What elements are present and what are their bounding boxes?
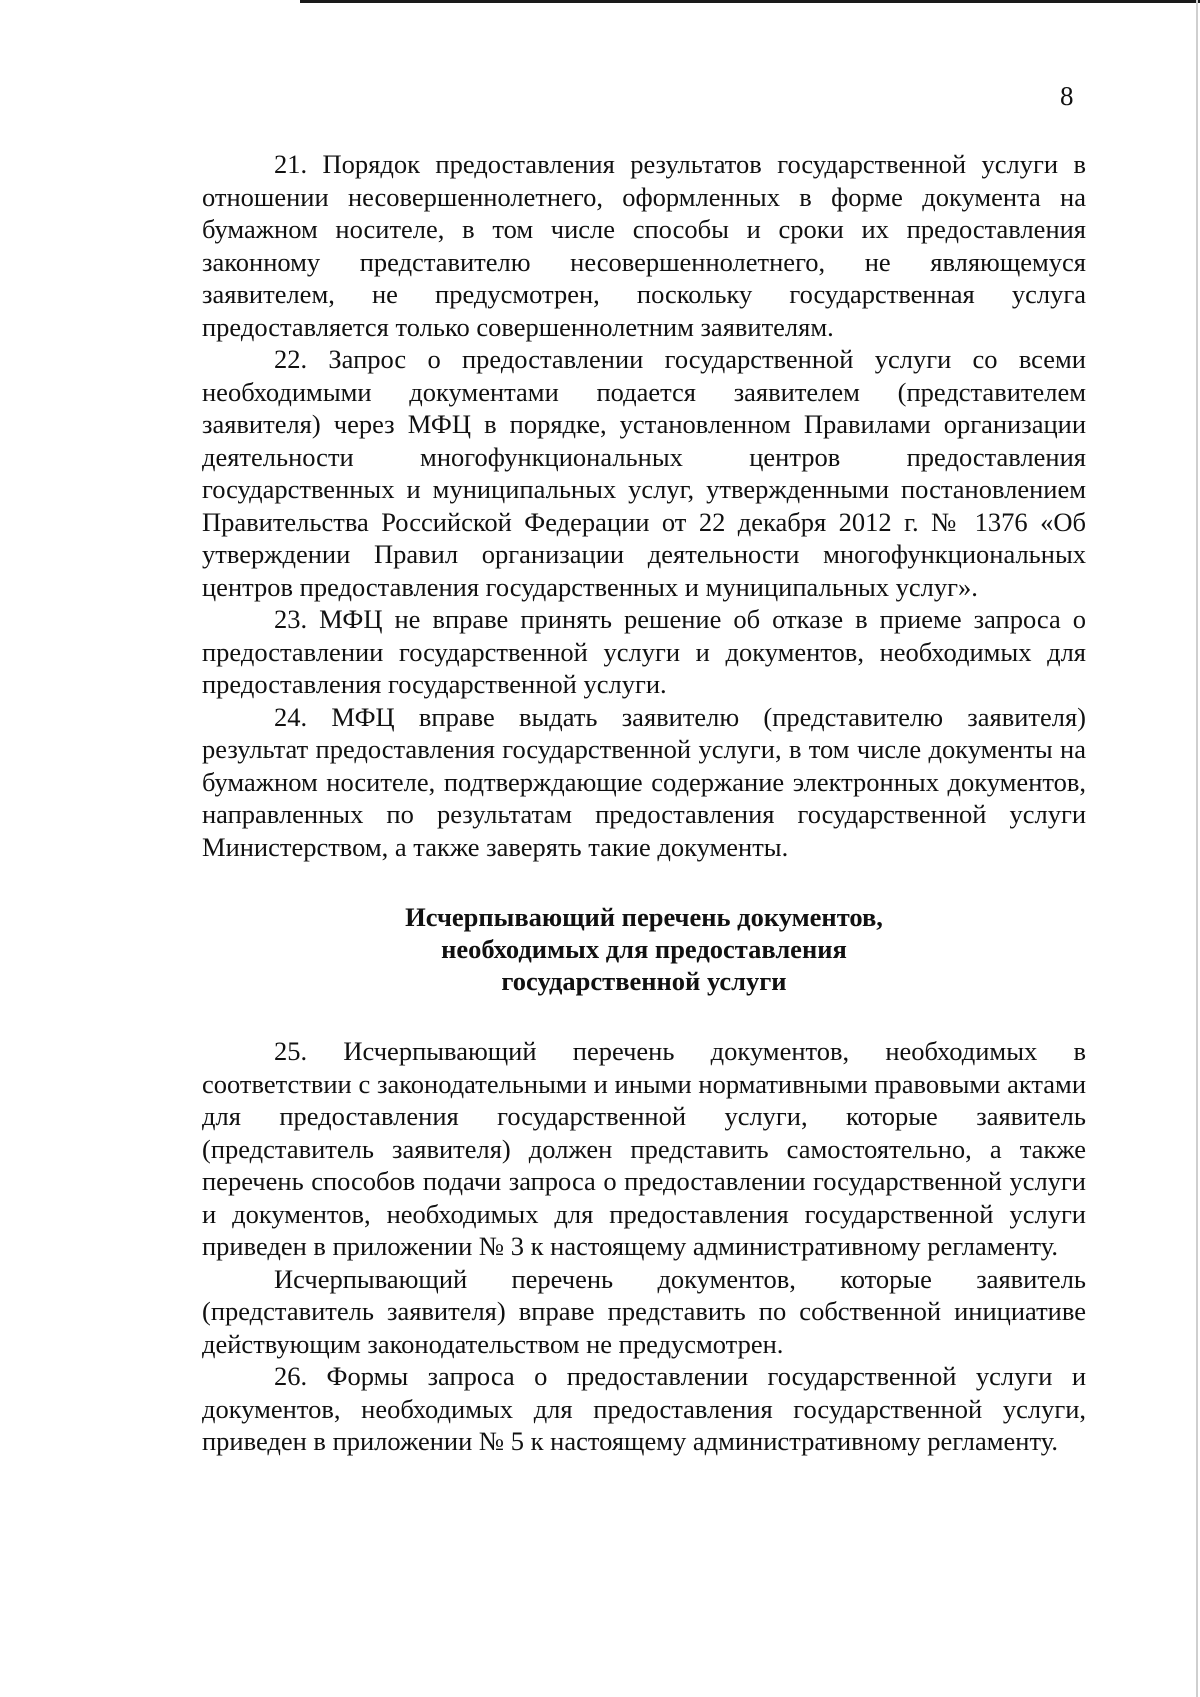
section-heading-line-2: необходимых для предоставления: [441, 934, 847, 964]
scan-edge-right: [1196, 0, 1198, 1697]
section-heading-line-3: государственной услуги: [501, 966, 787, 996]
paragraph-22: 22. Запрос о предоставлении государственной услуги со всеми необходимыми документами подается заявителем (представителем заявителя) через МФЦ в порядке, установленном Правилами организации деятельности многофункциональных центров предоставления государственных и муниципальных услуг, утвержденными постановлением Правительства Российской Федерации от 22 декабря 2012 г. № 1376 «Об утверждении Правил организации деятельности многофункциональных центров предоставления государственных и муниципальных услуг».: [202, 344, 1086, 602]
document-body: [202, 148, 1086, 1458]
paragraph-23: 23. МФЦ не вправе принять решение об отказе в приеме запроса о предоставлении государственной услуги и документов, необходимых для предоставления государственной услуги.: [202, 604, 1086, 699]
paragraph-24: 24. МФЦ вправе выдать заявителю (представителю заявителя) результат предоставления государственной услуги, в том числе документы на бумажном носителе, подтверждающие содержание электронных документов, направленных по результатам предоставления государственной услуги Министерством, а также заверять такие документы.: [202, 701, 1086, 862]
section-heading-line-1: Исчерпывающий перечень документов,: [405, 902, 883, 932]
paragraph-25-continued: Исчерпывающий перечень документов, которые заявитель (представитель заявителя) вправе представить по собственной инициативе действующим законодательством не предусмотрен.: [202, 1263, 1086, 1359]
paragraph-21: 21. Порядок предоставления результатов государственной услуги в отношении несовершеннолетнего, оформленных в форме документа на бумажном носителе, в том числе способы и сроки их предоставления законному представителю несовершеннолетнего, не являющемуся заявителем, не предусмотрен, поскольку государственная услуга предоставляется только совершеннолетним заявителям.: [202, 149, 1086, 342]
paragraph-26: 26. Формы запроса о предоставлении государственной услуги и документов, необходимых для предоставления государственной услуги, приведен в приложении № 5 к настоящему административному регламенту.: [202, 1361, 1086, 1456]
section-heading: [202, 901, 1086, 997]
scan-edge-top: [300, 0, 1200, 3]
paragraph-25: 25. Исчерпывающий перечень документов, необходимых в соответствии с законодательными и иными нормативными правовыми актами для предоставления государственной услуги, которые заявитель (представитель заявителя) должен представить самостоятельно, а также перечень способов подачи запроса о предоставлении государственной услуги и документов, необходимых для предоставления государственной услуги приведен в приложении № 3 к настоящему административному регламенту.: [202, 1036, 1086, 1261]
page-number: 8: [1060, 81, 1074, 111]
